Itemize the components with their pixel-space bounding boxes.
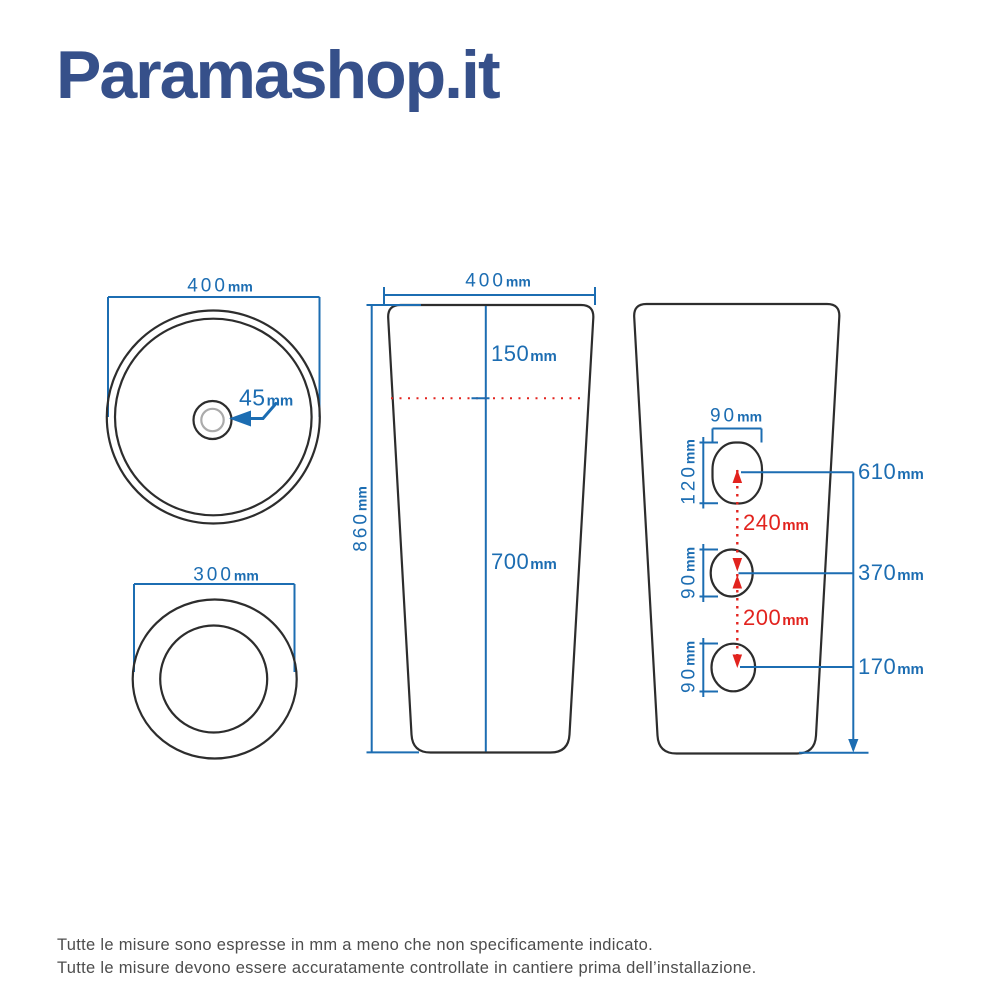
bottom-hole-height-label — [680, 641, 699, 693]
dim-value: 170 — [858, 654, 897, 679]
hole-gap-top-label — [743, 512, 809, 534]
drain-diameter-label — [239, 384, 294, 411]
dim-value: 90 — [678, 571, 700, 600]
plan-width-label — [187, 277, 253, 296]
dim-value: 200 — [743, 605, 782, 630]
dim-value: 370 — [858, 560, 897, 585]
dim-unit: mm — [897, 567, 924, 584]
spacing-arrow-up-mid-icon — [733, 575, 743, 589]
front-view-drawing — [367, 287, 596, 753]
elevation-bottom-label — [858, 656, 924, 678]
top-hole-height-ticks — [700, 443, 719, 504]
top-hole-height-label — [680, 439, 699, 505]
dim-unit: mm — [505, 273, 531, 290]
elevation-mid-label — [858, 562, 924, 584]
base-width-label — [193, 566, 259, 585]
dim-unit: mm — [681, 439, 698, 465]
dim-value: 240 — [743, 510, 782, 535]
dim-unit: mm — [530, 556, 557, 573]
front-width-label — [465, 272, 531, 291]
dim-unit: mm — [897, 466, 924, 483]
total-height-label — [352, 486, 371, 552]
front-height-end-ticks — [367, 305, 422, 752]
dim-value: 300 — [193, 564, 234, 586]
hole-gap-bottom-label — [743, 607, 809, 629]
basin-outer-rim-circle — [107, 311, 320, 524]
brand-logo: Paramashop.it — [56, 37, 499, 113]
footer-note-check: Tutte le misure devono essere accuratamente controllate in cantiere prima dell’installazione. — [57, 959, 757, 977]
dim-unit: mm — [227, 278, 253, 295]
elevation-top-label — [858, 461, 924, 483]
hole-width-extension-lines — [713, 429, 762, 443]
spacing-arrow-down-mid-icon — [733, 558, 743, 572]
drain-hole-outer-circle — [194, 401, 232, 439]
dim-unit: mm — [782, 517, 809, 534]
floor-arrow-down-icon — [848, 739, 858, 753]
dim-unit: mm — [530, 348, 557, 365]
dim-unit: mm — [353, 486, 370, 512]
mid-hole-height-ticks — [700, 550, 719, 597]
dim-value: 45 — [239, 384, 266, 411]
dim-unit: mm — [681, 640, 698, 666]
mid-hole-height-label — [680, 547, 699, 599]
spacing-arrow-down-bottom-icon — [733, 655, 743, 669]
front-body-outline — [388, 305, 593, 753]
bottom-hole-height-ticks — [700, 644, 719, 692]
rim-depth-label — [491, 343, 557, 365]
lower-height-label — [491, 551, 557, 573]
dim-value: 90 — [709, 405, 738, 427]
dim-value: 860 — [350, 511, 372, 552]
hole-width-label — [710, 407, 762, 426]
dim-value: 90 — [678, 665, 700, 694]
plan-view-drawing — [107, 297, 320, 524]
dim-value: 120 — [678, 464, 700, 505]
dim-value: 610 — [858, 459, 897, 484]
dim-unit: mm — [681, 546, 698, 572]
leader-arrowhead-icon — [229, 411, 251, 427]
dim-unit: mm — [782, 612, 809, 629]
basin-inner-rim-circle — [115, 319, 312, 516]
spacing-arrow-up-top-icon — [733, 470, 743, 484]
base-width-extension-lines — [134, 584, 295, 672]
dim-unit: mm — [233, 567, 259, 584]
footer-note-units: Tutte le misure sono espresse in mm a meno che non specificamente indicato. — [57, 936, 654, 954]
drain-hole-inner-circle — [201, 409, 223, 431]
dim-unit: mm — [266, 392, 294, 410]
base-view-drawing — [133, 584, 297, 759]
dim-value: 400 — [187, 275, 228, 297]
dim-value: 700 — [491, 549, 530, 574]
pedestal-base-inner-circle — [160, 626, 267, 733]
dim-value: 150 — [491, 341, 530, 366]
dim-value: 400 — [465, 270, 506, 292]
dim-unit: mm — [737, 408, 763, 425]
pedestal-base-outer-circle — [133, 600, 297, 759]
dim-unit: mm — [897, 661, 924, 678]
